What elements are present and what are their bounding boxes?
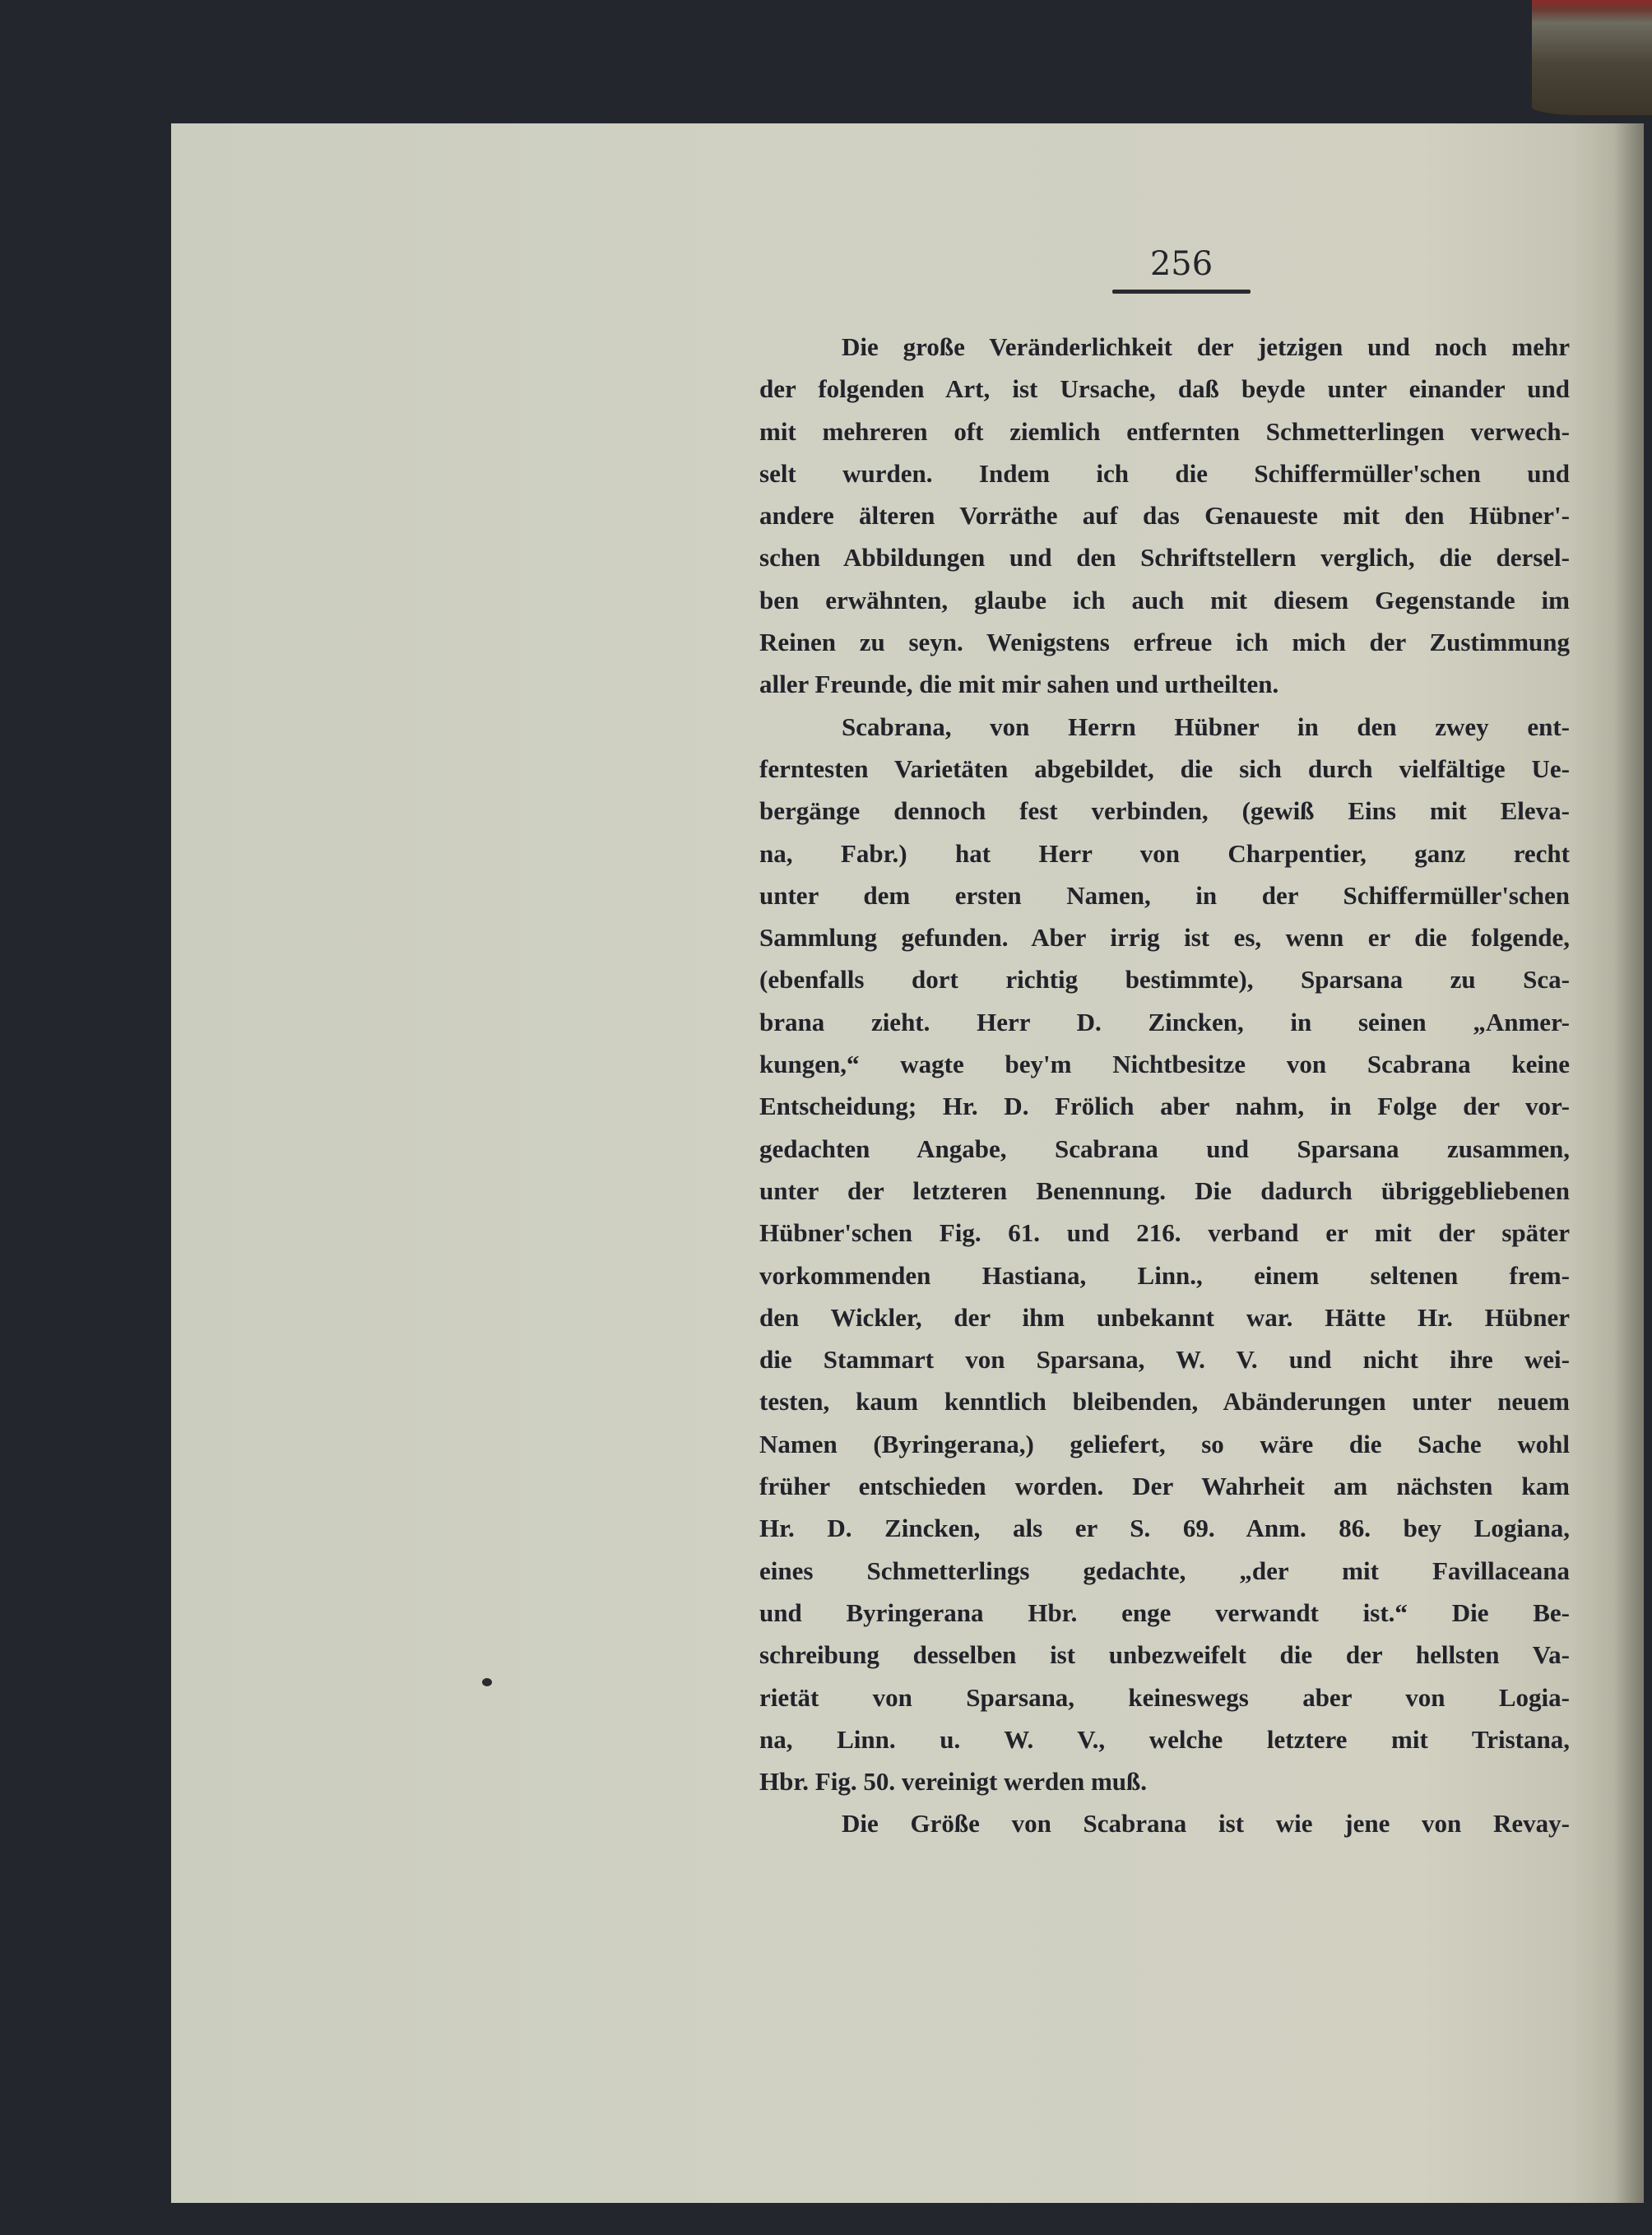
text-line: unter dem ersten Namen, in der Schiffermüller'schen <box>759 880 1570 910</box>
text-line: vorkommenden Hastiana, Linn., einem seltenen frem- <box>759 1260 1570 1290</box>
text-line: brana zieht. Herr D. Zincken, in seinen „Anmer- <box>759 1007 1570 1036</box>
text-line: kungen,“ wagte bey'm Nichtbesitze von Scabrana keine <box>759 1050 1570 1079</box>
page-number: 256 <box>1149 245 1213 283</box>
text-line: unter der letzteren Benennung. Die dadurch übriggebliebenen <box>759 1175 1570 1205</box>
text-line: Entscheidung; Hr. D. Frölich aber nahm, in Folge der vor- <box>759 1092 1570 1121</box>
text-line: früher entschieden worden. Der Wahrheit am nächsten kam <box>759 1472 1570 1501</box>
adjacent-book-edge <box>1532 0 1652 115</box>
text-line: schen Abbildungen und den Schriftstellern verglich, die dersel- <box>759 543 1570 573</box>
text-line: Die Größe von Scabrana ist wie jene von Revay- <box>842 1809 1570 1839</box>
text-line: Scabrana, von Herrn Hübner in den zwey ent- <box>842 712 1570 741</box>
text-line: Namen (Byringerana,) geliefert, so wäre die Sache wohl <box>759 1429 1570 1458</box>
text-line: rietät von Sparsana, keineswegs aber von Logia- <box>759 1682 1570 1712</box>
text-line: Hbr. Fig. 50. vereinigt werden muß. <box>759 1767 1148 1797</box>
body-text <box>759 326 1570 1845</box>
text-line: na, Linn. u. W. V., welche letztere mit Tristana, <box>759 1724 1570 1754</box>
text-line: der folgenden Art, ist Ursache, daß beyde unter einander und <box>759 374 1570 404</box>
text-line: den Wickler, der ihm unbekannt war. Hätte Hr. Hübner <box>759 1302 1570 1332</box>
text-line: bergänge dennoch fest verbinden, (gewiß Eins mit Eleva- <box>759 796 1570 826</box>
text-line: Hübner'schen Fig. 61. und 216. verband er mit der später <box>759 1218 1570 1248</box>
page-number-rule <box>1112 290 1251 294</box>
text-line: aller Freunde, die mit mir sahen und urtheilten. <box>759 670 1279 699</box>
text-line: Reinen zu seyn. Wenigstens erfreue ich mich der Zustimmung <box>759 628 1570 657</box>
ink-spot <box>482 1678 492 1686</box>
text-line: testen, kaum kenntlich bleibenden, Abänderungen unter neuem <box>759 1387 1570 1417</box>
text-line: ben erwähnten, glaube ich auch mit diesem Gegenstande im <box>759 585 1570 614</box>
text-line: mit mehreren oft ziemlich entfernten Schmetterlingen verwech- <box>759 416 1570 446</box>
text-line: schreibung desselben ist unbezweifelt die der hellsten Va- <box>759 1640 1570 1670</box>
text-line: Sammlung gefunden. Aber irrig ist es, wenn er die folgende, <box>759 923 1570 953</box>
text-line: die Stammart von Sparsana, W. V. und nicht ihre wei- <box>759 1345 1570 1375</box>
text-line: und Byringerana Hbr. enge verwandt ist.“ Die Be- <box>759 1597 1570 1627</box>
text-line: Hr. D. Zincken, als er S. 69. Anm. 86. bey Logiana, <box>759 1514 1570 1543</box>
text-line: ferntesten Varietäten abgebildet, die sich durch vielfältige Ue- <box>759 754 1570 783</box>
text-line: eines Schmetterlings gedachte, „der mit Favillaceana <box>759 1556 1570 1585</box>
text-line: na, Fabr.) hat Herr von Charpentier, ganz recht <box>759 838 1570 868</box>
text-line: Die große Veränderlichkeit der jetzigen und noch mehr <box>842 332 1570 361</box>
page-gutter-shadow <box>1614 123 1644 2203</box>
text-line: andere älteren Vorräthe auf das Genaueste mit den Hübner'- <box>759 501 1570 531</box>
text-line: selt wurden. Indem ich die Schiffermüller'schen und <box>759 458 1570 488</box>
text-line: gedachten Angabe, Scabrana und Sparsana zusammen, <box>759 1134 1570 1163</box>
text-line: (ebenfalls dort richtig bestimmte), Sparsana zu Sca- <box>759 965 1570 995</box>
